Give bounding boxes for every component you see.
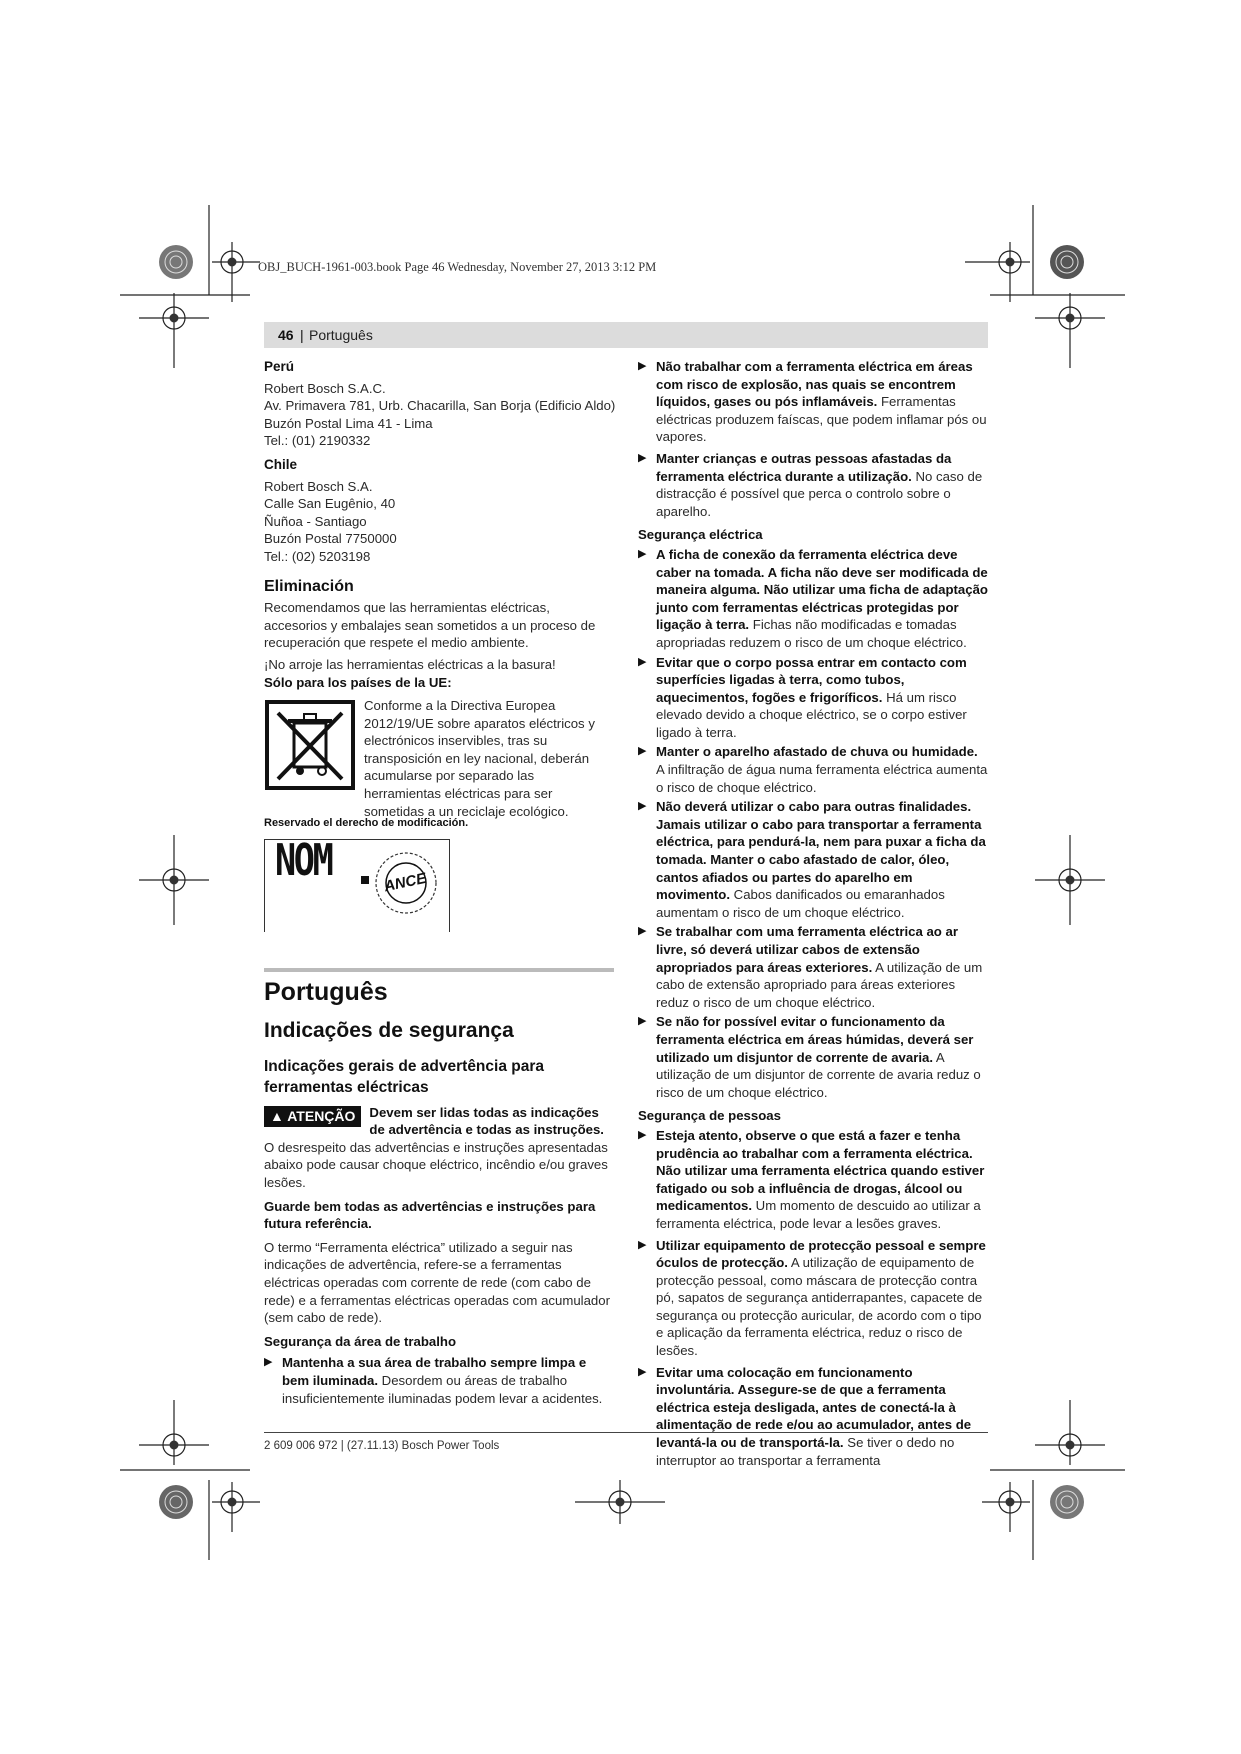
bullet-bold: Não trabalhar com a ferramenta eléctrica em áreas com risco de explosão, nas quais se encontrem líquidos, gases ou pós inflamáveis.: [656, 359, 973, 410]
weee-block: [264, 697, 614, 819]
peru-line: Robert Bosch S.A.C.: [264, 380, 386, 396]
keep-instructions: Guarde bem todas as advertências e instruções para futura referência.: [264, 1198, 596, 1232]
target-bottom-right: [1050, 1485, 1084, 1519]
bullet-bold: Evitar uma colocação em funcionamento involuntária. Assegure-se de que a ferramenta eléctrica esteja desligada, antes de conectá-la à alimentação de rede e/ou ao acumulador, antes de levantá-la ou de transportá-la.: [656, 1364, 972, 1451]
bullet-arrow-icon: ▶: [638, 1365, 647, 1378]
eu-heading: Sólo para los países de la UE:: [264, 674, 452, 690]
header-language: Português: [309, 327, 373, 343]
nom-dot: [361, 876, 369, 884]
bullet-bold: A ficha de conexão da ferramenta eléctrica deve caber na tomada. A ficha não deve ser modificada de maneira alguma. Não utilizar uma ficha de adaptação junto com ferramentas eléctricas protegidas por ligação à terra.: [656, 546, 988, 633]
bullet-arrow-icon: ▶: [638, 925, 647, 938]
safety-bullet: [638, 798, 988, 921]
bullet-arrow-icon: ▶: [638, 360, 647, 372]
bullet-text: Desordem ou áreas de trabalho insuficientemente iluminadas podem levar a acidentes.: [282, 1373, 603, 1406]
peru-line: Av. Primavera 781, Urb. Chacarilla, San Borja (Edificio Aldo): [264, 398, 616, 414]
header-separator: |: [300, 327, 304, 343]
bullet-arrow-icon: ▶: [638, 655, 647, 668]
elimination-heading: Eliminación: [264, 577, 354, 595]
bullet-bold: Manter crianças e outras pessoas afastadas da ferramenta eléctrica durante a utilização.: [656, 450, 952, 484]
chile-line: Calle San Eugênio, 40: [264, 496, 396, 512]
warning-bold: Devem ser lidas todas as indicações de advertência e todas as instruções.: [369, 1104, 604, 1138]
bullet-text: Se tiver o dedo no interruptor ao transportar a ferramenta: [656, 1435, 955, 1468]
bullet-arrow-icon: ▶: [638, 547, 647, 560]
work-area-heading: Segurança da área de trabalho: [264, 1333, 457, 1349]
safety-bullet: [638, 450, 988, 520]
bullet-text: A utilização de equipamento de protecção pessoal, como máscara de protecção contra pó, sapatos de segurança antiderrapantes, capacete de segurança ou protecção auricular, de acordo com o tipo e aplicação da ferramenta eléctrica, reduz o risco de lesões.: [656, 1255, 983, 1359]
bullet-arrow-icon: ▶: [638, 745, 647, 758]
safety-bullet: [638, 743, 988, 796]
electrical-heading: Segurança eléctrica: [638, 527, 763, 543]
safety-title: Indicações de segurança: [264, 1018, 514, 1042]
section-title: Português: [264, 977, 388, 1006]
safety-bullet: [638, 1013, 988, 1101]
bullet-bold: Utilizar equipamento de protecção pessoal e sempre óculos de protecção.: [656, 1237, 986, 1271]
section-rule: [264, 968, 614, 972]
chile-line: Tel.: (02) 5203198: [264, 548, 371, 564]
bullet-arrow-icon: ▶: [638, 1238, 647, 1251]
bullet-bold: Se não for possível evitar o funcionamento da ferramenta eléctrica em áreas húmidas, deverá ser utilizado um disjuntor de corrente de avaria.: [656, 1014, 974, 1065]
footer-rule: [264, 1432, 988, 1433]
peru-heading: Perú: [264, 359, 295, 374]
crossed-bin-icon: [264, 699, 356, 791]
ance-mark: ANCE: [382, 869, 428, 895]
safety-bullet: [638, 1364, 988, 1470]
bullet-text: Cabos danificados ou emaranhados aumentam o risco de um choque eléctrico.: [656, 887, 945, 920]
bullet-text: Fichas não modificadas e tomadas apropriadas reduzem o risco de um choque eléctrico.: [656, 617, 967, 650]
elimination-warning: ¡No arroje las herramientas eléctricas a la basura!: [264, 656, 556, 672]
warning-text: O desrespeito das advertências e instruções apresentadas abaixo pode causar choque eléctrico, incêndio e/ou graves lesões.: [264, 1139, 608, 1191]
bullet-text: Ferramentas eléctricas produzem faíscas, que podem inflamar pós ou vapores.: [656, 394, 987, 445]
target-bottom-left: [159, 1485, 193, 1519]
bullet-arrow-icon: ▶: [638, 1128, 647, 1141]
bullet-bold: Manter o aparelho afastado de chuva ou humidade.: [656, 744, 978, 760]
bullet-text: Há um risco elevado devido a choque eléctrico, se o corpo estiver ligado à terra.: [656, 689, 967, 740]
reserved-text: Reservado el derecho de modificación.: [264, 817, 469, 830]
safety-bullet: [638, 546, 988, 652]
weee-text: Conforme a la Directiva Europea 2012/19/UE sobre aparatos eléctricos y electrónicos inservibles, tras su transposición en ley nacional, deberán acumularse por separado las herramientas eléctricas para ser sometidas a un reciclaje ecológico.: [364, 698, 595, 819]
term-definition: O termo “Ferramenta eléctrica” utilizado a seguir nas indicações de advertência, refere-se a ferramentas eléctricas operadas com corrente de rede (com cabo de rede) e a ferramentas eléctricas operadas com acumulador (sem cabo de rede).: [264, 1239, 610, 1326]
bullet-bold: Não deverá utilizar o cabo para outras finalidades. Jamais utilizar o cabo para transportar a ferramenta eléctrica, para pendurá-la, nem para puxar a ficha da tomada. Manter o cabo afastado de calor, óleo, cantos afiados ou partes do aparelho em movimento.: [656, 799, 986, 903]
nom-mark: NOM: [275, 834, 332, 886]
safety-bullet: [638, 1127, 988, 1233]
bullet-arrow-icon: ▶: [638, 800, 647, 813]
bullet-bold: Evitar que o corpo possa entrar em contacto com superfícies ligadas à terra, como tubos, aquecimentos, fogões e frigoríficos.: [656, 654, 967, 705]
warning-badge: [264, 1106, 361, 1128]
safety-bullet: [638, 654, 988, 742]
bullet-text: A infiltração de água numa ferramenta eléctrica aumenta o risco de choque eléctrico.: [656, 762, 988, 795]
bullet-text: Um momento de descuido ao utilizar a ferramenta eléctrica, pode levar a lesões graves.: [656, 1198, 981, 1231]
safety-bullet: [638, 1237, 988, 1360]
right-column: [638, 358, 988, 1469]
chile-line: Robert Bosch S.A.: [264, 478, 373, 494]
bullet-arrow-icon: ▶: [638, 1015, 647, 1028]
warning-block: [264, 1104, 614, 1192]
bullet-bold: Se trabalhar com uma ferramenta eléctrica ao ar livre, só deverá utilizar cabos de extensão apropriados para áreas exteriores.: [656, 924, 958, 975]
elimination-text: Recomendamos que las herramientas eléctricas, accesorios y embalajes sean sometidos a un proceso de recuperación que respete el medio ambiente.: [264, 600, 596, 651]
work-area-bullet: [264, 1354, 614, 1407]
peru-line: Buzón Postal Lima 41 - Lima: [264, 415, 433, 431]
left-column: [264, 358, 614, 1407]
footer: 2 609 006 972 | (27.11.13) Bosch Power Tools: [264, 1440, 500, 1452]
general-title: Indicações gerais de advertência para ferramentas eléctricas: [264, 1057, 544, 1096]
safety-bullet: [638, 923, 988, 1011]
bullet-text: No caso de distracção é possível que perca o controlo sobre o aparelho.: [656, 468, 983, 519]
bullet-arrow-icon: ▶: [264, 1356, 273, 1369]
nom-ance-logo: [264, 834, 450, 932]
chile-heading: Chile: [264, 456, 298, 472]
print-header: OBJ_BUCH-1961-003.book Page 46 Wednesday, November 27, 2013 3:12 PM: [258, 260, 657, 274]
target-top-right: [1050, 245, 1084, 279]
chile-line: Buzón Postal 7750000: [264, 531, 397, 547]
crop-mark-top-right: [965, 242, 1030, 302]
page-header: [264, 322, 988, 348]
crop-mark-top-left: [212, 242, 260, 302]
bullet-text: A utilização de um disjuntor de corrente de avaria reduz o risco de um choque eléctrico.: [656, 1049, 981, 1100]
peru-line: Tel.: (01) 2190332: [264, 433, 371, 449]
people-heading: Segurança de pessoas: [638, 1108, 781, 1124]
bullet-arrow-icon: ▶: [638, 451, 647, 464]
page-number: 46: [278, 327, 294, 343]
bullet-text: A utilização de um cabo de extensão apropriado para áreas exteriores reduz o risco de um choque eléctrico.: [656, 959, 983, 1010]
warning-label: ATENÇÃO: [287, 1107, 356, 1124]
chile-line: Ñuñoa - Santiago: [264, 513, 367, 529]
safety-bullet: [638, 358, 988, 446]
bullet-bold: Esteja atento, observe o que está a fazer e tenha prudência ao trabalhar com a ferramenta eléctrica. Não utilizar uma ferramenta eléctrica quando estiver fatigado ou sob a influência de drogas, álcool ou medicamentos.: [656, 1127, 985, 1214]
warning-triangle-icon: ▲: [270, 1107, 284, 1124]
bullet-bold: Mantenha a sua área de trabalho sempre limpa e bem iluminada.: [282, 1355, 587, 1388]
target-top-left: [159, 245, 193, 279]
